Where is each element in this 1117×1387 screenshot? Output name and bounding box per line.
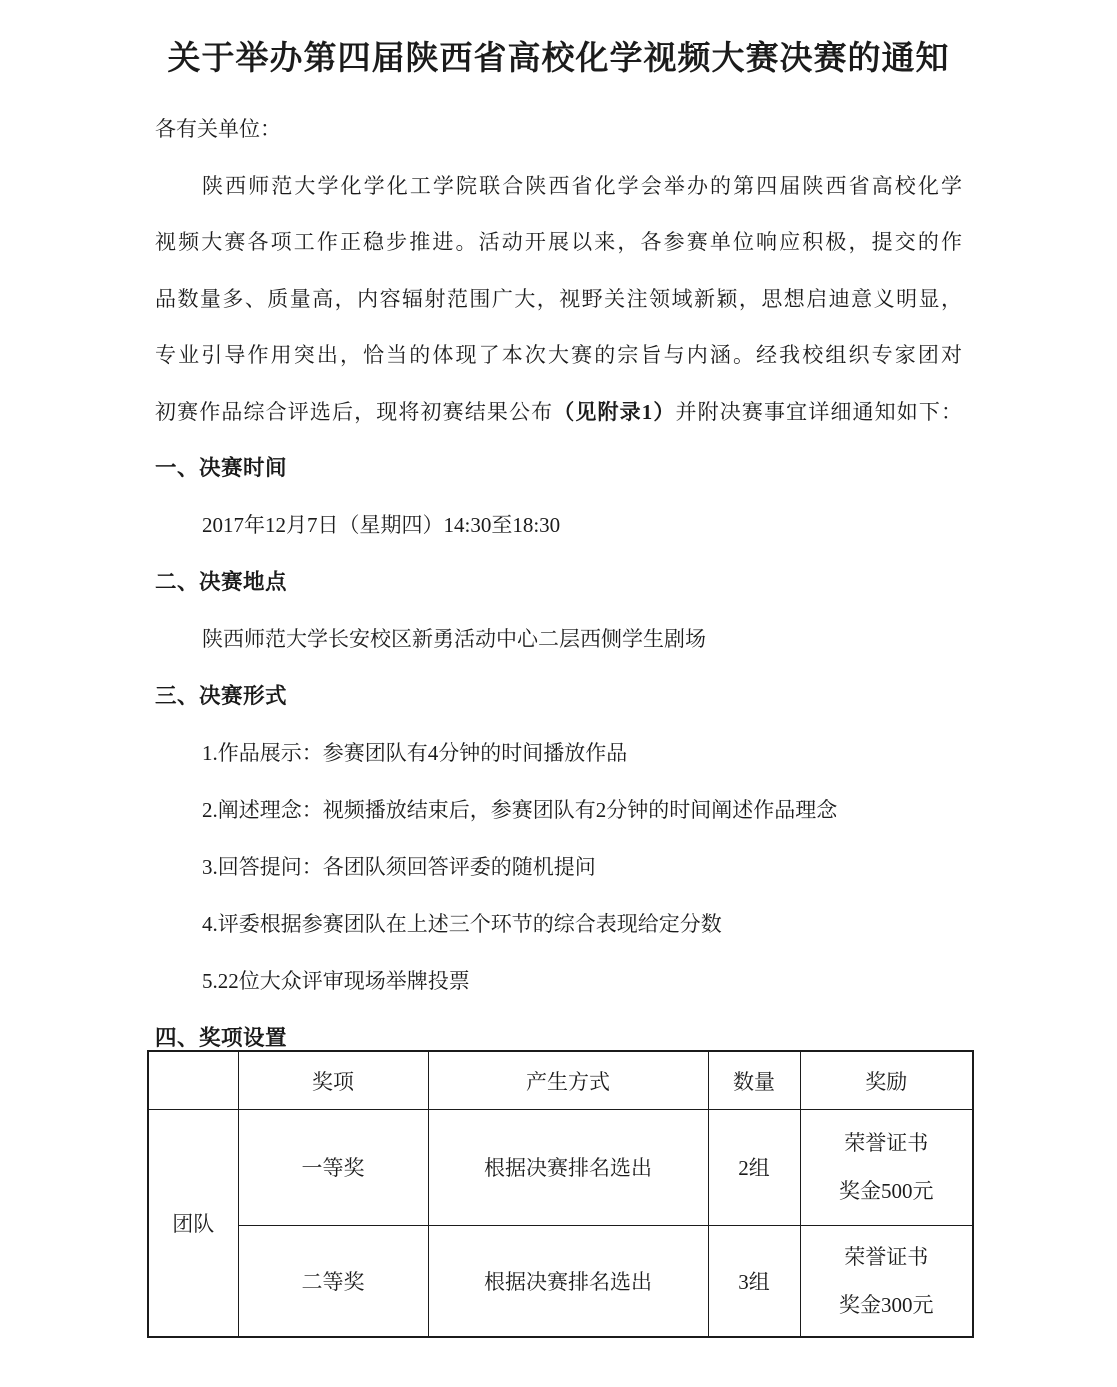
award-cell-1: 一等奖 <box>238 1109 428 1225</box>
format-item-1: 1.作品展示：参赛团队有4分钟的时间播放作品 <box>202 741 628 766</box>
table-row-first-prize <box>148 1109 973 1225</box>
intro-line-3: 品数量多、质量高，内容辐射范围广大，视野关注领域新颖，思想启迪意义明显， <box>155 286 962 311</box>
format-item-2: 2.阐述理念：视频播放结束后，参赛团队有2分钟的时间阐述作品理念 <box>202 798 838 823</box>
intro-line-5-post: 并附决赛事宜详细通知如下： <box>675 399 962 424</box>
intro-paragraph <box>155 158 962 441</box>
table-row-second-prize <box>148 1225 973 1337</box>
format-item-4: 4.评委根据参赛团队在上述三个环节的综合表现给定分数 <box>202 912 722 937</box>
reward-2-certificate: 荣誉证书 <box>844 1245 929 1270</box>
reward-2-money: 奖金300元 <box>839 1293 934 1318</box>
final-time-line: 2017年12月7日（星期四）14:30至18:30 <box>202 513 561 538</box>
reward-1-money: 奖金500元 <box>839 1179 934 1204</box>
section-2-heading: 二、决赛地点 <box>155 570 288 595</box>
reward-cell-1 <box>800 1109 973 1225</box>
quantity-cell-2: 3组 <box>708 1225 800 1337</box>
reward-1-certificate: 荣誉证书 <box>844 1131 929 1156</box>
header-cell-quantity: 数量 <box>708 1051 800 1109</box>
intro-line-1: 陕西师范大学化学化工学院联合陕西省化学会举办的第四届陕西省高校化学 <box>202 173 962 198</box>
method-cell-1: 根据决赛排名选出 <box>428 1109 708 1225</box>
intro-line-5-pre: 初赛作品综合评选后，现将初赛结果公布 <box>155 399 554 424</box>
header-cell-method: 产生方式 <box>428 1051 708 1109</box>
header-cell-reward: 奖励 <box>800 1051 973 1109</box>
salutation: 各有关单位： <box>155 116 281 141</box>
group-label-cell: 团队 <box>148 1109 238 1337</box>
awards-table <box>147 1050 974 1338</box>
section-1-heading: 一、决赛时间 <box>155 456 288 481</box>
format-item-3: 3.回答提问：各团队须回答评委的随机提问 <box>202 855 596 880</box>
header-cell-award: 奖项 <box>238 1051 428 1109</box>
format-item-5: 5.22位大众评审现场举牌投票 <box>202 969 470 994</box>
intro-line-5 <box>155 384 962 441</box>
section-3-heading: 三、决赛形式 <box>155 684 288 709</box>
reward-cell-2 <box>800 1225 973 1337</box>
section-4-heading: 四、奖项设置 <box>155 1026 288 1051</box>
appendix-reference-bold: （见附录1） <box>553 399 676 424</box>
method-cell-2: 根据决赛排名选出 <box>428 1225 708 1337</box>
award-cell-2: 二等奖 <box>238 1225 428 1337</box>
intro-line-2: 视频大赛各项工作正稳步推进。活动开展以来，各参赛单位响应积极，提交的作 <box>155 230 962 255</box>
document-title: 关于举办第四届陕西省高校化学视频大赛决赛的通知 <box>167 41 950 77</box>
final-venue-line: 陕西师范大学长安校区新勇活动中心二层西侧学生剧场 <box>202 627 706 652</box>
intro-line-4: 专业引导作用突出，恰当的体现了本次大赛的宗旨与内涵。经我校组织专家团对 <box>155 343 962 368</box>
quantity-cell-1: 2组 <box>708 1109 800 1225</box>
